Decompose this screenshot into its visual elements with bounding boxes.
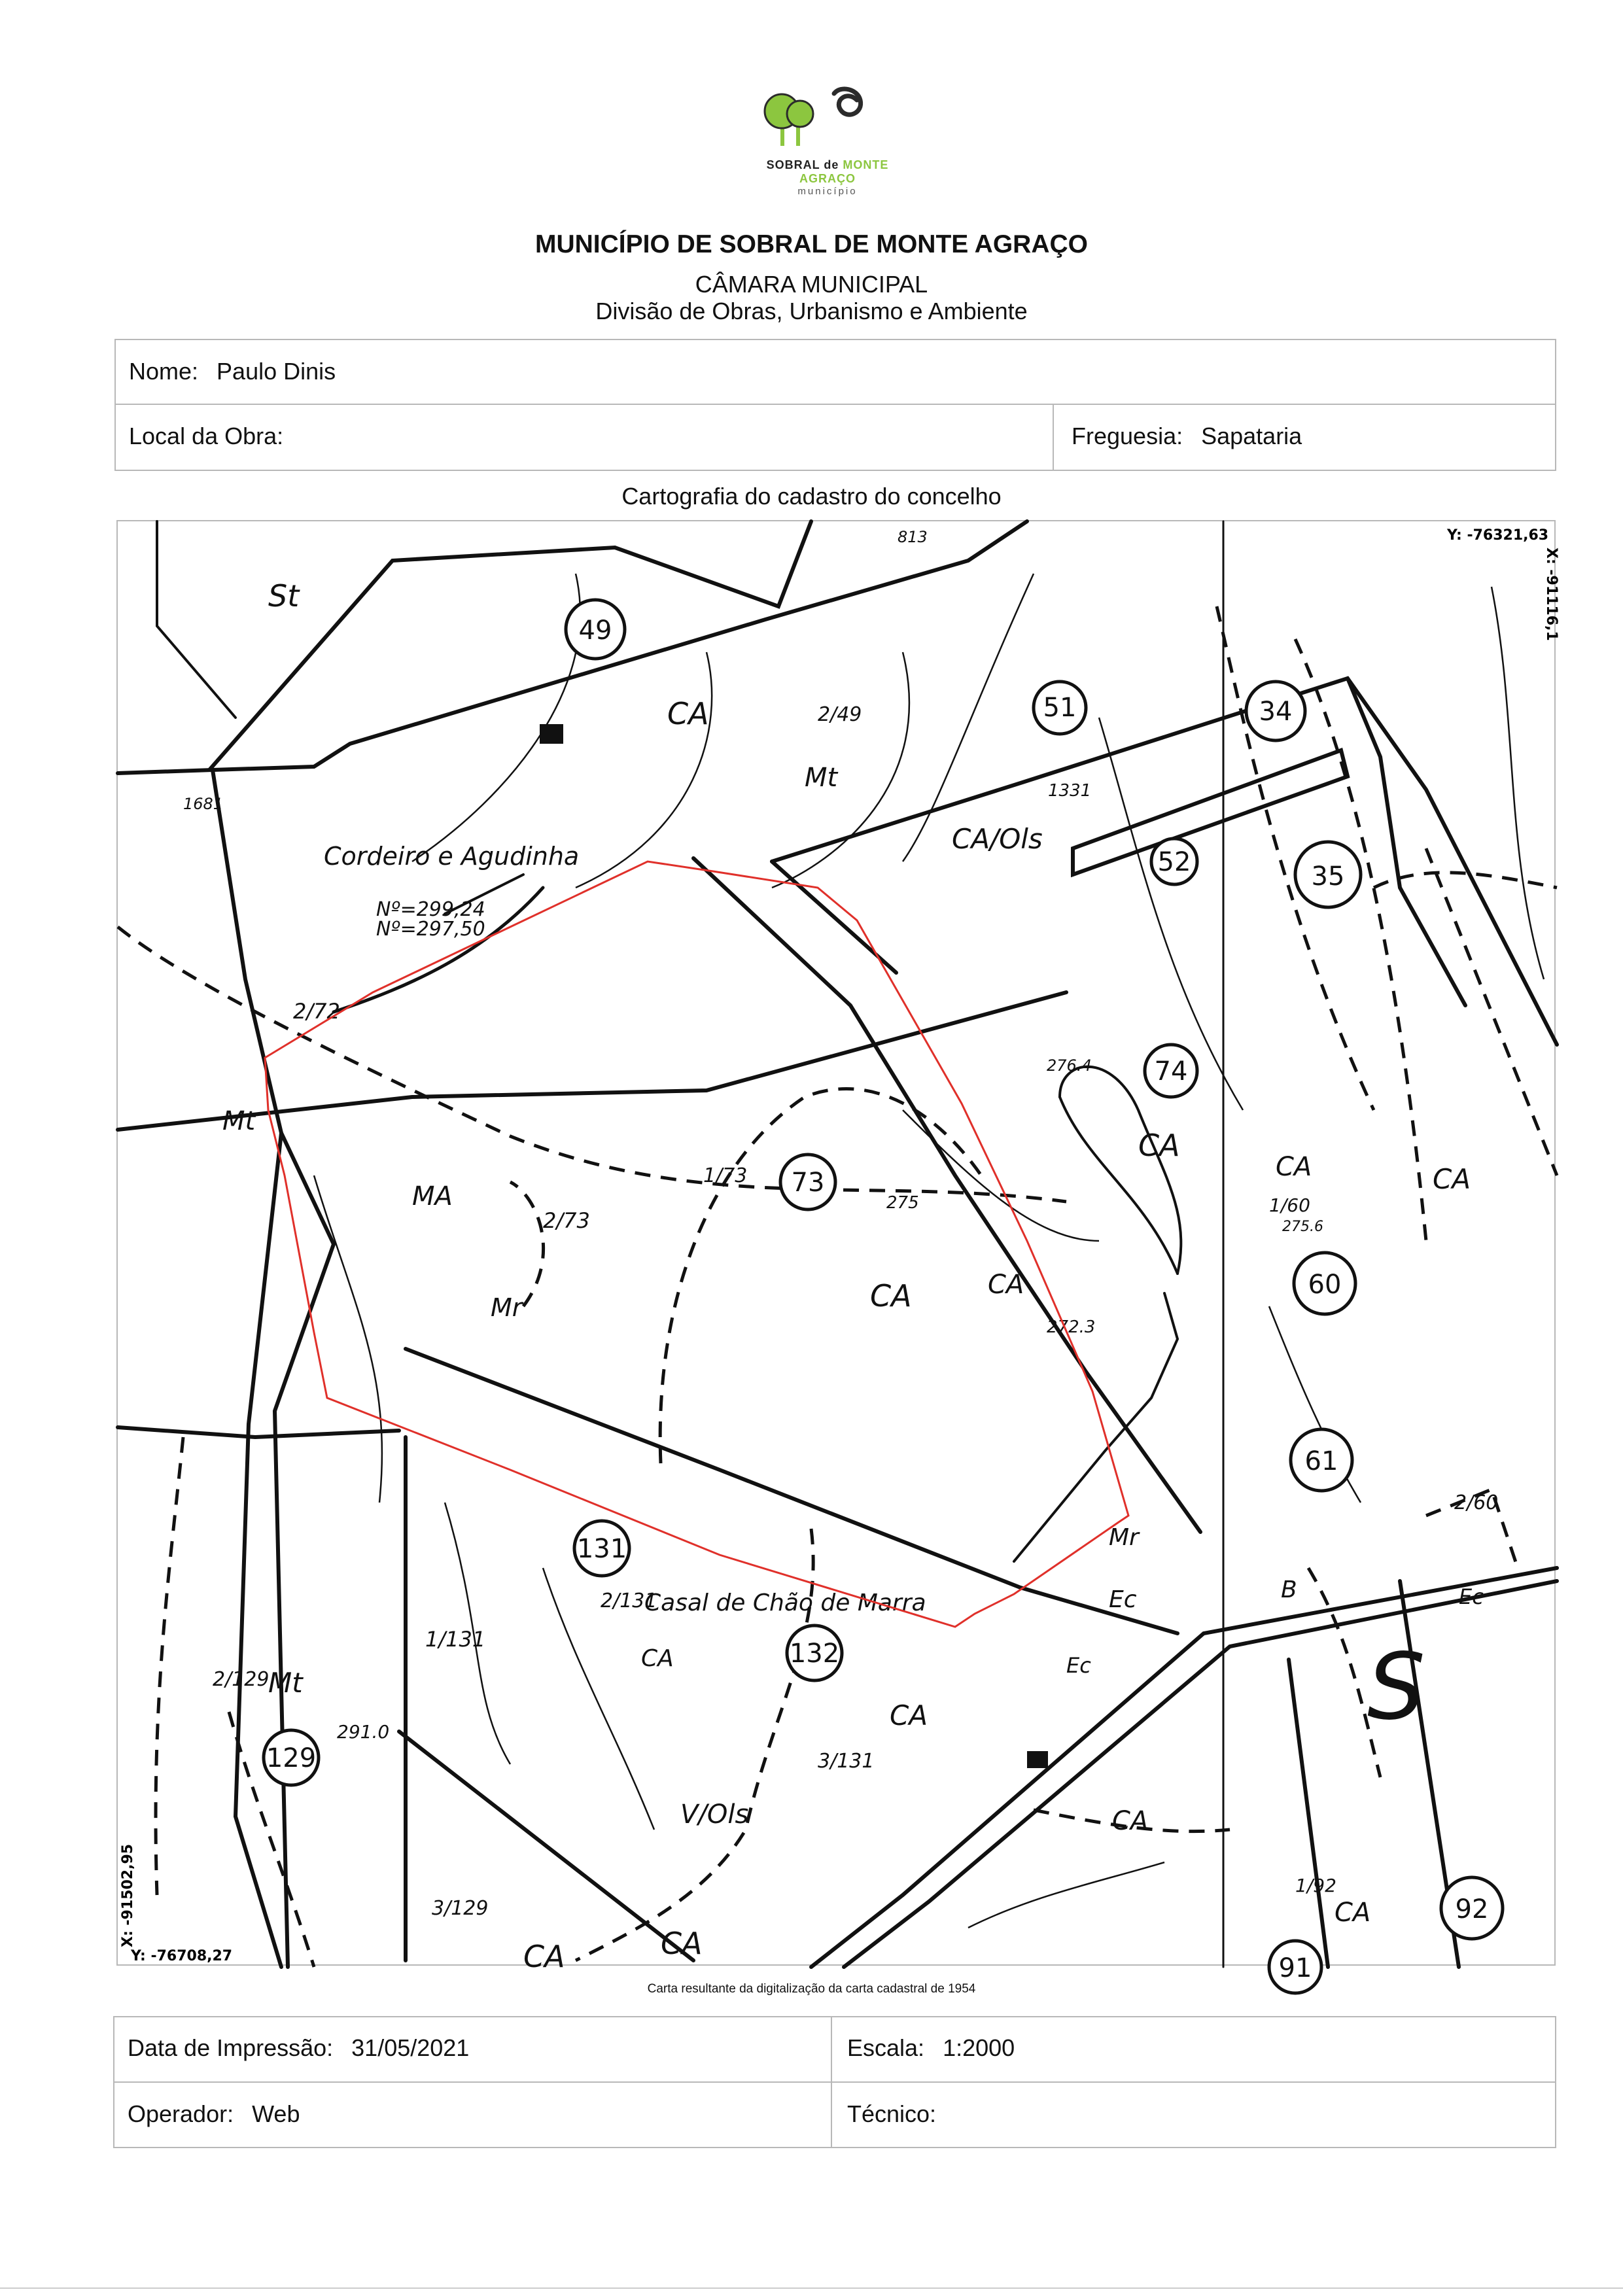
elevation-label: 1681 xyxy=(183,795,224,813)
parcel-number: 131 xyxy=(576,1534,627,1564)
tecnico-field xyxy=(847,2100,954,2128)
land-use-label: Mt xyxy=(268,1667,303,1699)
building-marker xyxy=(1027,1751,1048,1768)
parcel-number: 61 xyxy=(1304,1446,1338,1476)
land-use-label: S xyxy=(1367,1634,1425,1741)
elevation-label: 275 xyxy=(886,1193,919,1213)
building-marker xyxy=(540,724,563,744)
parcel-number: 73 xyxy=(791,1168,825,1198)
data-impressao-label: Data de Impressão: xyxy=(128,2034,334,2061)
nome-value: Paulo Dinis xyxy=(217,358,336,385)
land-use-label: CA xyxy=(667,696,709,731)
cadastral-map xyxy=(116,520,1560,1983)
parcel-fraction: 3/129 xyxy=(432,1897,489,1920)
tecnico-label: Técnico: xyxy=(847,2100,937,2127)
division-name: Divisão de Obras, Urbanismo e Ambiente xyxy=(595,298,1028,324)
parcel-number: 34 xyxy=(1259,697,1293,727)
land-use-label: Mt xyxy=(222,1106,256,1136)
land-use-label: Ec xyxy=(1066,1653,1091,1678)
data-impressao-field xyxy=(128,2034,469,2062)
local-obra-field xyxy=(129,423,302,450)
parcel-number: 60 xyxy=(1308,1270,1342,1300)
land-use-label: V/Ols xyxy=(680,1800,749,1830)
land-use-label: CA xyxy=(1433,1163,1471,1195)
elevation-label: 275.6 xyxy=(1282,1219,1323,1235)
coord-x-top-right: X: -91116,1 xyxy=(1543,548,1560,641)
elevation-label: 1331 xyxy=(1048,781,1092,801)
parcel-number: 74 xyxy=(1154,1056,1188,1087)
parcel-fraction: 1/92 xyxy=(1295,1875,1336,1896)
operador-label: Operador: xyxy=(128,2100,234,2127)
parcel-number: 129 xyxy=(266,1743,317,1773)
nome-label: Nome: xyxy=(129,358,199,385)
land-use-label: CA/Ols xyxy=(952,823,1043,855)
logo-subtitle: município xyxy=(797,186,858,197)
land-use-label: Mr xyxy=(491,1293,523,1322)
parcel-fraction: 2/60 xyxy=(1454,1491,1499,1514)
map-title: Cartografia do cadastro do concelho xyxy=(621,483,1002,510)
parcel-fraction: 2/49 xyxy=(818,703,862,726)
logo-name-3: MONTE AGRAÇO xyxy=(799,158,889,185)
nome-field xyxy=(129,358,336,385)
freguesia-value: Sapataria xyxy=(1201,423,1302,449)
page-subtitle: CÂMARA MUNICIPAL xyxy=(695,271,928,298)
coord-y-top-right: Y: -76321,63 xyxy=(1447,527,1549,544)
land-use-label: CA xyxy=(1138,1128,1180,1163)
page-title: MUNICÍPIO DE SOBRAL DE MONTE AGRAÇO xyxy=(534,230,1089,258)
operador-field xyxy=(128,2100,300,2128)
divider xyxy=(113,2081,1556,2083)
land-use-label: B xyxy=(1281,1576,1297,1603)
place-name: Casal de Chão de Marra xyxy=(644,1590,926,1616)
map-terrain-lines xyxy=(314,574,1544,1928)
elevation-label: Nº=297,50 xyxy=(376,918,485,941)
parcel-fraction: 2/72 xyxy=(293,999,340,1024)
land-use-label: CA xyxy=(890,1699,928,1731)
land-use-label: CA xyxy=(523,1939,565,1974)
freguesia-label: Freguesia: xyxy=(1072,423,1183,449)
parcel-fraction: 1/131 xyxy=(425,1627,486,1652)
land-use-label: St xyxy=(268,578,300,614)
land-use-label: CA xyxy=(1335,1898,1371,1928)
elevation-label: 276.4 xyxy=(1047,1056,1092,1075)
operador-value: Web xyxy=(252,2100,300,2127)
divider xyxy=(831,2016,832,2148)
parcel-fraction: 1/73 xyxy=(703,1164,748,1187)
divider xyxy=(114,404,1556,405)
land-use-label: Ec xyxy=(1109,1586,1137,1613)
escala-field xyxy=(847,2034,1015,2062)
parcel-number: 49 xyxy=(578,616,612,646)
parcel-number: 35 xyxy=(1311,861,1345,892)
elevation-label: 272.3 xyxy=(1047,1317,1096,1337)
tree-icon xyxy=(765,94,813,146)
logo-wordmark xyxy=(746,158,909,197)
freguesia-field xyxy=(1072,423,1302,450)
cadastral-map-drawing xyxy=(118,521,1560,1983)
spiral-icon xyxy=(834,89,861,114)
parcel-fraction: 2/131 xyxy=(601,1590,657,1612)
parcel-number: 52 xyxy=(1157,847,1191,877)
land-use-label: CA xyxy=(641,1645,674,1672)
land-use-label: CA xyxy=(1112,1806,1149,1836)
parcel-number: 92 xyxy=(1455,1894,1489,1924)
land-use-label: Ec xyxy=(1459,1584,1484,1609)
land-use-label: CA xyxy=(1276,1152,1312,1182)
parcel-fraction: 3/131 xyxy=(818,1750,875,1773)
logo-name-2: de xyxy=(824,158,839,171)
elevation-label: 813 xyxy=(898,528,928,546)
land-use-label: Mt xyxy=(805,763,838,793)
local-obra-label: Local da Obra: xyxy=(129,423,284,449)
coord-x-bottom-left: X: -91502,95 xyxy=(120,1843,136,1947)
land-use-label: CA xyxy=(988,1270,1024,1300)
parcel-number: 91 xyxy=(1278,1953,1312,1983)
escala-value: 1:2000 xyxy=(943,2034,1015,2061)
parcel-fraction: 2/73 xyxy=(543,1208,590,1233)
land-use-label: CA xyxy=(661,1926,703,1961)
data-impressao-value: 31/05/2021 xyxy=(351,2034,470,2061)
divider xyxy=(1053,404,1054,471)
parcel-fraction: 2/129 xyxy=(213,1668,270,1691)
parcel-number: 51 xyxy=(1043,693,1077,723)
land-use-label: CA xyxy=(870,1278,912,1313)
place-name: Cordeiro e Agudinha xyxy=(324,842,580,871)
elevation-label: Nº=299,24 xyxy=(376,898,485,921)
page-bottom-rule xyxy=(0,2287,1623,2289)
coord-y-bottom-left: Y: -76708,27 xyxy=(131,1948,233,1964)
land-use-label: MA xyxy=(412,1181,453,1211)
map-caption: Carta resultante da digitalização da carta cadastral de 1954 xyxy=(647,1982,976,1996)
parcel-fraction: 1/60 xyxy=(1269,1194,1310,1216)
logo-name-1: SOBRAL xyxy=(766,158,820,171)
land-use-label: Mr xyxy=(1109,1524,1139,1551)
escala-label: Escala: xyxy=(847,2034,925,2061)
parcel-number: 132 xyxy=(789,1639,840,1669)
elevation-label: 291.0 xyxy=(337,1721,390,1743)
